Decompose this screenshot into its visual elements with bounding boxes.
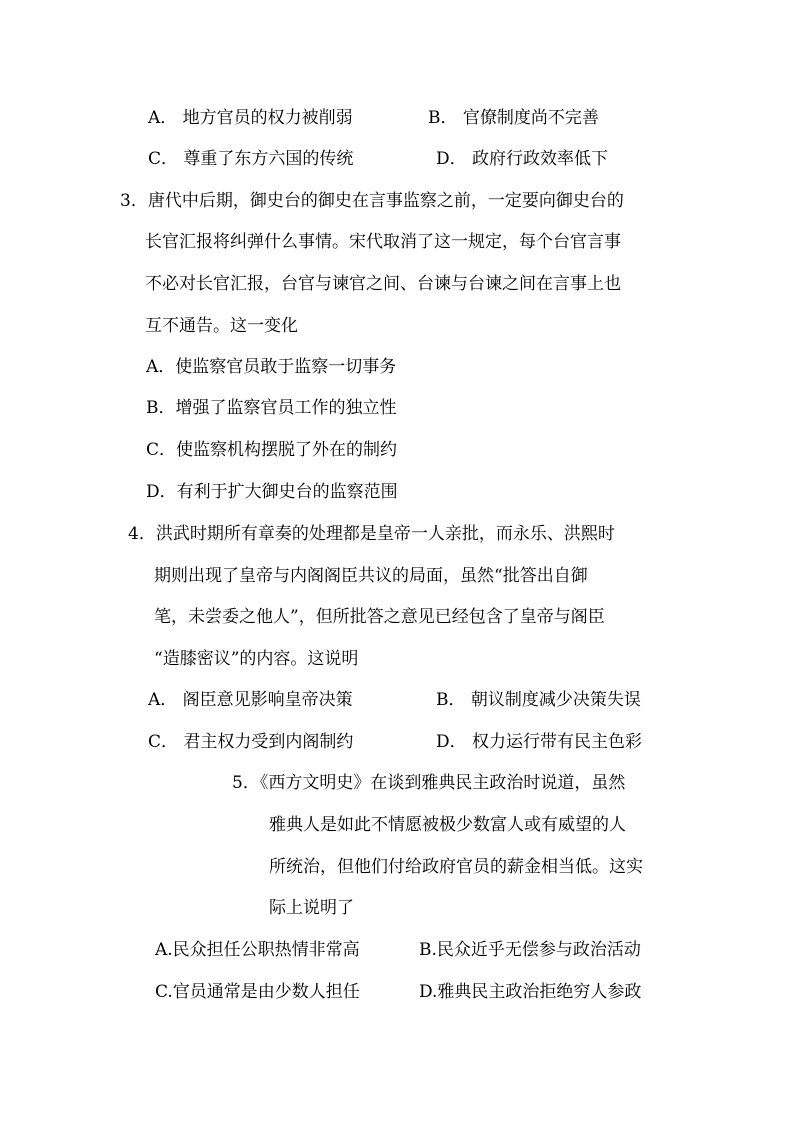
q3-option-a: A．使监察官员敢于监察一切事务 <box>146 357 397 377</box>
q5-stem-line-3: 所统治，但他们付给政府官员的薪金相当低。这实 <box>269 857 643 877</box>
q5-stem-line-4: 际上说明了 <box>269 898 354 918</box>
q2-option-c: C． 尊重了东方六国的传统 <box>148 149 354 169</box>
q3-stem-line-2: 长官汇报将纠弹什么事情。宋代取消了这一规定，每个台官言事 <box>145 232 621 252</box>
q3-option-b: B．增强了监察官员工作的独立性 <box>146 398 397 418</box>
q4-option-a: A． 阁臣意见影响皇帝决策 <box>148 690 353 710</box>
q4-option-b: B． 朝议制度减少决策失误 <box>436 690 641 710</box>
q4-stem-line-1: 4．洪武时期所有章奏的处理都是皇帝一人亲批，而永乐、洪熙时 <box>128 524 615 544</box>
q3-stem-line-4: 互不通告。这一变化 <box>145 316 298 336</box>
q3-stem-line-1: 3．唐代中后期，御史台的御史在言事监察之前，一定要向御史台的 <box>120 191 624 211</box>
q4-stem-line-2: 期则出现了皇帝与内阁阁臣共议的局面，虽然“批答出自御 <box>154 566 588 586</box>
q4-option-c: C． 君主权力受到内阁制约 <box>148 732 354 752</box>
q5-option-b: B.民众近乎无偿参与政治活动 <box>419 940 641 960</box>
q4-stem-line-4: “造膝密议”的内容。这说明 <box>154 649 359 669</box>
q3-option-c: C．使监察机构摆脱了外在的制约 <box>146 440 398 460</box>
q3-stem-line-3: 不必对长官汇报，台官与谏官之间、台谏与台谏之间在言事上也 <box>145 274 621 294</box>
q5-option-c: C.官员通常是由少数人担任 <box>155 982 360 1002</box>
q2-option-d: D． 政府行政效率低下 <box>436 149 609 169</box>
q5-stem-line-1: 5．《西方文明史》在谈到雅典民主政治时说道，虽然 <box>232 773 626 793</box>
q5-option-d: D.雅典民主政治拒绝穷人参政 <box>419 982 642 1002</box>
q5-option-a: A.民众担任公职热情非常高 <box>155 940 360 960</box>
q3-option-d: D．有利于扩大御史台的监察范围 <box>146 482 398 502</box>
q5-stem-line-2: 雅典人是如此不情愿被极少数富人或有威望的人 <box>269 815 626 835</box>
q4-stem-line-3: 笔，未尝委之他人”，但所批答之意见已经包含了皇帝与阁臣 <box>154 607 605 627</box>
q4-option-d: D． 权力运行带有民主色彩 <box>436 732 643 752</box>
q2-option-b: B． 官僚制度尚不完善 <box>428 108 599 128</box>
q2-option-a: A． 地方官员的权力被削弱 <box>148 108 353 128</box>
